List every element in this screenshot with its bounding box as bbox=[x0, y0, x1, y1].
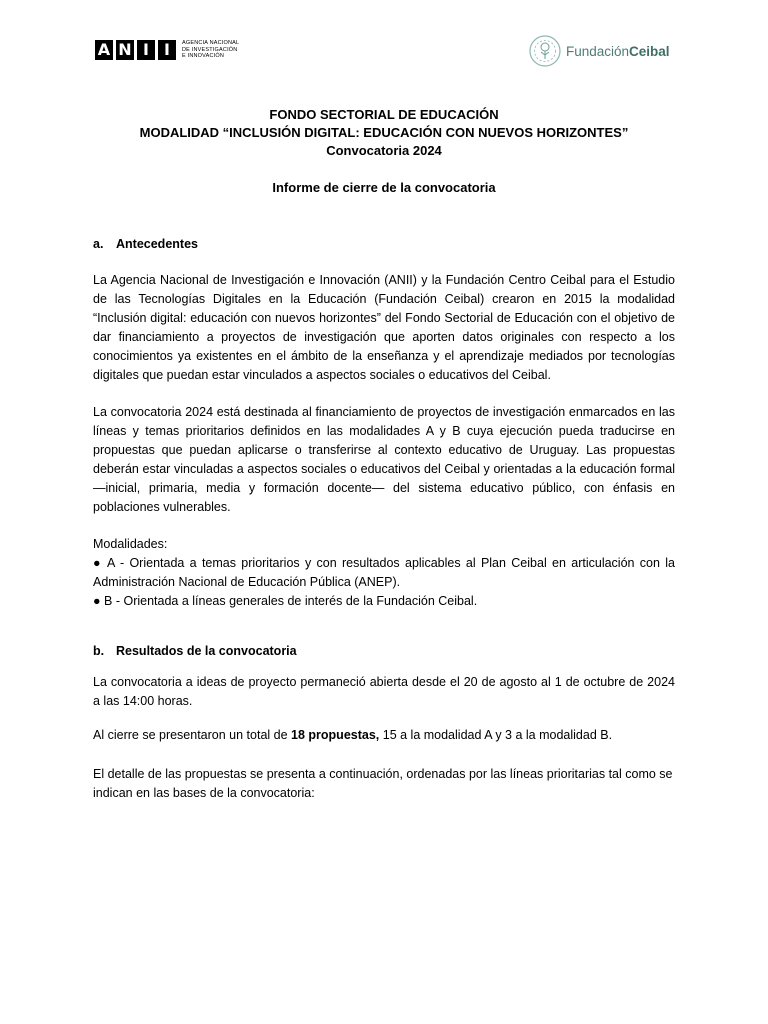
title-line-2: MODALIDAD “INCLUSIÓN DIGITAL: EDUCACIÓN CON NUEVOS HORIZONTES” bbox=[139, 125, 629, 140]
modalidad-a-item: ● A - Orientada a temas prioritarios y con resultados aplicables al Plan Ceibal en articulación con la Administración Nacional de Educación Pública (ANEP). bbox=[93, 556, 675, 589]
title-line-3: Convocatoria 2024 bbox=[326, 143, 442, 158]
anii-letter-a: A bbox=[95, 40, 113, 60]
anii-logo bbox=[95, 40, 239, 60]
ceibal-wordmark bbox=[566, 44, 670, 59]
anii-subtitle-line: DE INVESTIGACIÓN bbox=[182, 46, 238, 53]
anii-subtitle bbox=[182, 40, 239, 59]
anii-letter-n: N bbox=[116, 40, 134, 60]
anii-letters bbox=[95, 40, 176, 60]
anii-letter-i2: I bbox=[158, 40, 176, 60]
ceibal-word-bold: Ceibal bbox=[629, 43, 670, 59]
p2-pre: Al cierre se presentaron un total de bbox=[93, 728, 292, 742]
ceibal-logo bbox=[528, 34, 670, 68]
section-b-paragraph-3: El detalle de las propuestas se presenta a continuación, ordenadas por las líneas prioritarias tal como se indican en las bases de la convocatoria: bbox=[93, 767, 673, 800]
anii-letter-i1: I bbox=[137, 40, 155, 60]
section-a-heading bbox=[93, 237, 198, 251]
anii-subtitle-line: AGENCIA NACIONAL bbox=[182, 40, 240, 47]
document-title bbox=[0, 106, 768, 160]
section-a-letter: a. bbox=[93, 237, 104, 251]
section-a-paragraph-1: La Agencia Nacional de Investigación e Innovación (ANII) y la Fundación Centro Ceibal para el Estudio de las Tecnologías Digitales en la Educación (Fundación Ceibal) crearon en 2015 la modalidad “Inclusión digital: educación con nuevos horizontes” del Fondo Sectorial de Educación con el objetivo de dar financiamiento a proyectos de investigación que aporten datos originales con respecto a los conocimientos ya existentes en el ámbito de la enseñanza y el aprendizaje mediados por tecnologías digitales que puedan estar vinculados a aspectos sociales o educativos del Ceibal. bbox=[93, 273, 675, 382]
anii-subtitle-line: E INNOVACIÓN bbox=[182, 53, 225, 60]
section-b-title: Resultados de la convocatoria bbox=[116, 644, 297, 658]
section-a-title: Antecedentes bbox=[116, 237, 198, 251]
modalidad-b-item: ● B - Orientada a líneas generales de interés de la Fundación Ceibal. bbox=[93, 594, 478, 608]
section-b-paragraph-2 bbox=[93, 726, 675, 745]
section-b-letter: b. bbox=[93, 644, 105, 658]
modalidades-label: Modalidades: bbox=[93, 537, 168, 551]
section-b-heading bbox=[93, 644, 297, 658]
title-line-1: FONDO SECTORIAL DE EDUCACIÓN bbox=[269, 107, 499, 122]
proposals-count: 18 propuestas, bbox=[291, 728, 380, 742]
modalidades-list bbox=[93, 535, 675, 611]
document-subtitle: Informe de cierre de la convocatoria bbox=[272, 180, 496, 195]
section-a-paragraph-2: La convocatoria 2024 está destinada al financiamiento de proyectos de investigación enmarcados en las líneas y temas prioritarios definidos en las modalidades A y B cuya ejecución pueda traducirse en propuestas que puedan aplicarse o transferirse al contexto educativo de Uruguay. Las propuestas deberán estar vinculadas a aspectos sociales o educativos del Ceibal y orientadas a la educación formal —inicial, primaria, media y formación docente— del sistema educativo público, con énfasis en poblaciones vulnerables. bbox=[93, 405, 675, 514]
ceibal-word-light: Fundación bbox=[566, 43, 630, 59]
ceibal-tree-icon bbox=[528, 34, 562, 68]
p2-post: 15 a la modalidad A y 3 a la modalidad B. bbox=[379, 728, 613, 742]
section-b-paragraph-1: La convocatoria a ideas de proyecto permaneció abierta desde el 20 de agosto al 1 de octubre de 2024 a las 14:00 horas. bbox=[93, 675, 675, 708]
